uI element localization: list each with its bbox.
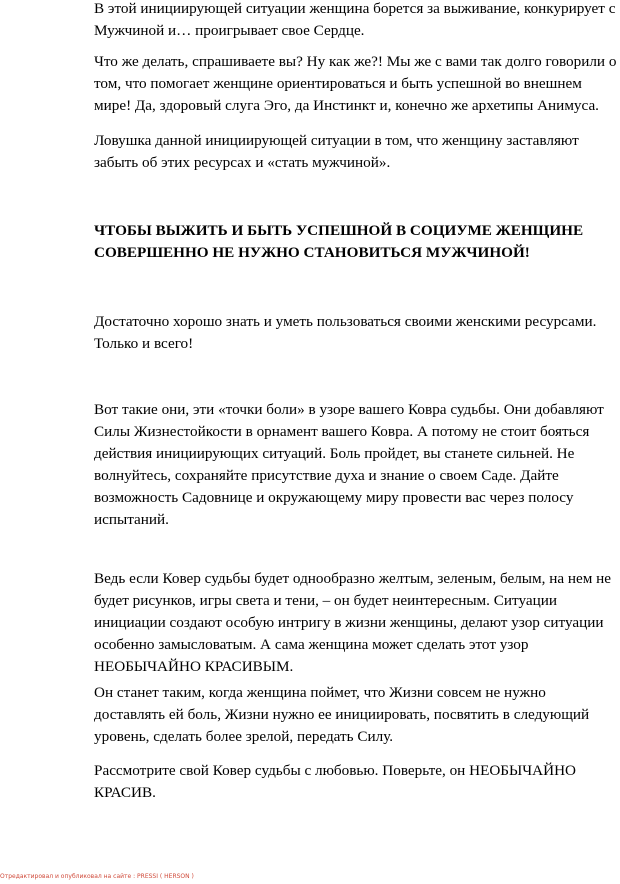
text-line: Мужчиной и… проигрывает свое Сердце.: [94, 22, 365, 39]
heading-line: СОВЕРШЕННО НЕ НУЖНО СТАНОВИТЬСЯ МУЖЧИНОЙ!: [94, 244, 530, 261]
text-line: Что же делать, спрашиваете вы? Ну как же?! Мы же с вами так долго говорили о: [94, 53, 617, 70]
emphasis-heading: [94, 220, 620, 264]
text-line: Ведь если Ковер судьбы будет однообразно желтым, зеленым, белым, на нем не: [94, 570, 612, 587]
publisher-footer: Отредактировал и опубликовал на сайте : PRESSI ( HERSON ): [0, 873, 194, 880]
text-line: доставлять ей боль, Жизни нужно ее инициировать, посвятить в следующий: [94, 706, 590, 723]
paragraph-8: [94, 760, 620, 804]
text-line: забыть об этих ресурсах и «стать мужчиной».: [94, 154, 391, 171]
heading-line: ЧТОБЫ ВЫЖИТЬ И БЫТЬ УСПЕШНОЙ В СОЦИУМЕ ЖЕНЩИНЕ: [94, 222, 584, 239]
paragraph-1: [94, 0, 620, 42]
text-line: испытаний.: [94, 511, 169, 528]
text-line: Ловушка данной инициирующей ситуации в том, что женщину заставляют: [94, 132, 579, 149]
text-line: КРАСИВ.: [94, 784, 156, 801]
paragraph-4: [94, 311, 620, 355]
text-line: Он станет таким, когда женщина поймет, что Жизни совсем не нужно: [94, 684, 546, 701]
text-line: Только и всего!: [94, 335, 194, 352]
paragraph-5: [94, 399, 620, 531]
text-line: мире! Да, здоровый слуга Эго, да Инстинкт и, конечно же архетипы Анимуса.: [94, 97, 599, 114]
text-line: особенно замысловатым. А сама женщина может сделать этот узор: [94, 636, 529, 653]
text-line: будет рисунков, игры света и тени, – он будет неинтересным. Ситуации: [94, 592, 557, 609]
text-line: Рассмотрите свой Ковер судьбы с любовью. Поверьте, он НЕОБЫЧАЙНО: [94, 762, 577, 779]
paragraph-2: [94, 51, 620, 117]
text-line: волнуйтесь, сохраняйте присутствие духа и знание о своем Саде. Дайте: [94, 467, 559, 484]
paragraph-7: [94, 682, 620, 748]
paragraph-3: [94, 130, 620, 174]
text-line: том, что помогает женщине ориентироваться и быть успешной во внешнем: [94, 75, 582, 92]
text-line: Достаточно хорошо знать и уметь пользоваться своими женскими ресурсами.: [94, 313, 597, 330]
text-line: НЕОБЫЧАЙНО КРАСИВЫМ.: [94, 658, 294, 675]
text-line: уровень, сделать более зрелой, передать Силу.: [94, 728, 394, 745]
text-line: Силы Жизнестойкости в орнамент вашего Ковра. А потому не стоит бояться: [94, 423, 590, 440]
text-line: Вот такие они, эти «точки боли» в узоре вашего Ковра судьбы. Они добавляют: [94, 401, 604, 418]
text-line: В этой инициирующей ситуации женщина борется за выживание, конкурирует с: [94, 0, 616, 17]
text-line: возможность Садовнице и окружающему миру провести вас через полосу: [94, 489, 574, 506]
paragraph-6: [94, 568, 620, 678]
text-line: действия инициирующих ситуаций. Боль пройдет, вы станете сильней. Не: [94, 445, 575, 462]
text-line: инициации создают особую интригу в жизни женщины, делают узор ситуации: [94, 614, 604, 631]
